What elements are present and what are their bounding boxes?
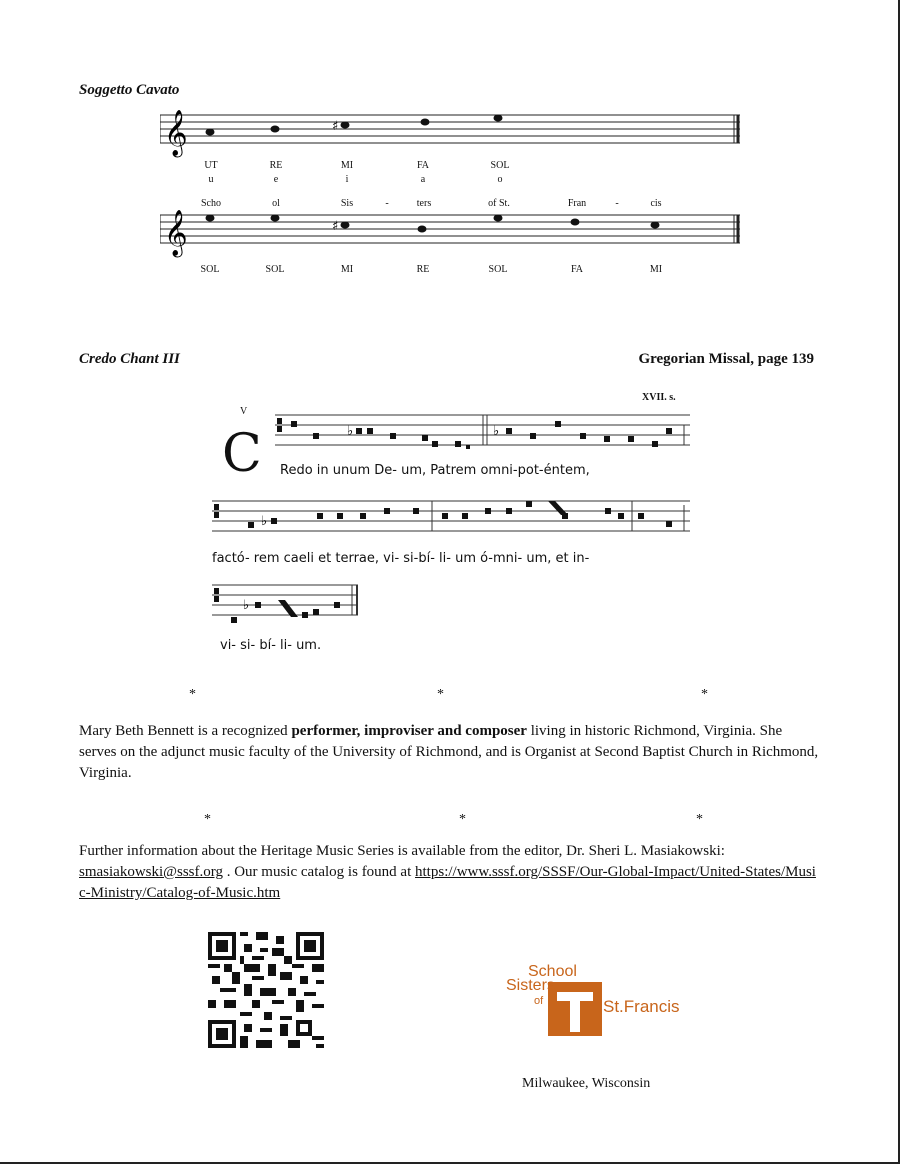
svg-text:♯: ♯	[332, 219, 339, 234]
solfege-label: SOL	[200, 264, 220, 275]
vowel-label: i	[345, 174, 349, 185]
vowel-label: e	[273, 174, 279, 185]
separator-star: *	[204, 812, 211, 827]
svg-text:♭: ♭	[347, 424, 354, 439]
logo-line-3: of	[534, 995, 544, 1007]
qr-code-icon[interactable]	[208, 932, 324, 1048]
lyric-syllable: ters	[416, 198, 432, 209]
bio-paragraph: Mary Beth Bennett is a recognized performer, improviser and composer living in historic Richmond, Virginia. She serves on the adjunct music faculty of the University of Richmond, and is Organist at Second Baptist Church in Richmond, Virginia.	[79, 723, 819, 781]
chant-staff-2	[212, 501, 690, 531]
chant-staff-1	[275, 415, 690, 449]
school-sisters-logo	[500, 960, 700, 1040]
staff-2	[160, 210, 740, 258]
lyric-syllable: of St.	[488, 198, 510, 209]
svg-text:♭: ♭	[261, 514, 268, 529]
treble-clef-icon: 𝄞	[164, 110, 188, 156]
svg-text:♭: ♭	[243, 598, 250, 613]
chant-lyrics-line-3: vi- si- bí- li- um.	[220, 638, 322, 653]
logo-line-4: St.Francis	[603, 997, 680, 1016]
mode-mark: XVII. s.	[642, 392, 676, 403]
separator-star: *	[696, 812, 703, 827]
catalog-url-link[interactable]: https://www.sssf.org/SSSF/Our-Global-Impact/United-States/Music-Ministry/Catalog-of-Music.htm	[79, 864, 816, 901]
vowel-label: a	[420, 174, 426, 185]
vowel-label: u	[208, 174, 214, 185]
initial-marker: V	[240, 406, 248, 417]
solfege-label: FA	[416, 160, 430, 171]
info-paragraph: Further information about the Heritage Music Series is available from the editor, Dr. Sheri L. Masiakowski: smasiakowski@sssf.org . Our music catalog is found at https://www.sssf.org/SSSF/Our-Global-Impact/United-States/Music-Ministry/Catalog-of-Music.htm	[79, 843, 816, 901]
bio-bold: performer, improviser and composer	[291, 723, 527, 739]
chant-staves	[200, 405, 695, 645]
solfege-label: SOL	[488, 264, 508, 275]
chant-initial: C	[222, 424, 262, 484]
solfege-label: MI	[649, 264, 663, 275]
treble-clef-icon: 𝄞	[164, 210, 188, 256]
credo-source: Gregorian Missal, page 139	[638, 351, 814, 367]
staff-1	[160, 110, 740, 158]
editor-email-link[interactable]: smasiakowski@sssf.org	[79, 864, 223, 880]
lyric-hyphen: -	[385, 198, 389, 209]
separator-star: *	[437, 687, 444, 702]
solfege-label: FA	[570, 264, 584, 275]
chant-lyrics-line-1: Redo in unum De- um, Patrem omni-pot-éntem,	[280, 463, 590, 478]
svg-text:♯: ♯	[332, 119, 339, 134]
location: Milwaukee, Wisconsin	[522, 1076, 651, 1091]
tau-cross-icon	[548, 982, 602, 1036]
solfege-label: UT	[204, 160, 218, 171]
solfege-label: SOL	[265, 264, 285, 275]
solfege-label: RE	[269, 160, 283, 171]
chant-lyrics-line-2: factó- rem caeli et terrae, vi- si-bí- li- um ó-mni- um, et in-	[212, 551, 590, 566]
lyric-syllable: Sis	[340, 198, 354, 209]
lyric-syllable: Fran	[567, 198, 587, 209]
vowel-label: o	[497, 174, 503, 185]
solfege-label: RE	[416, 264, 430, 275]
lyric-syllable: cis	[650, 198, 662, 209]
logo-line-1: School	[528, 963, 577, 980]
soggetto-staves	[160, 105, 750, 275]
soggetto-title: Soggetto Cavato	[79, 82, 180, 98]
separator-star: *	[459, 812, 466, 827]
svg-text:♭: ♭	[493, 424, 500, 439]
credo-title: Credo Chant III	[79, 351, 180, 367]
lyric-syllable: ol	[272, 198, 280, 209]
separator-star: *	[189, 687, 196, 702]
chant-staff-3	[212, 585, 358, 623]
separator-star: *	[701, 687, 708, 702]
solfege-label: SOL	[490, 160, 510, 171]
logo-line-2: Sisters	[506, 977, 555, 994]
lyric-syllable: Scho	[201, 198, 221, 209]
lyric-hyphen: -	[615, 198, 619, 209]
solfege-label: MI	[340, 160, 354, 171]
solfege-label: MI	[340, 264, 354, 275]
